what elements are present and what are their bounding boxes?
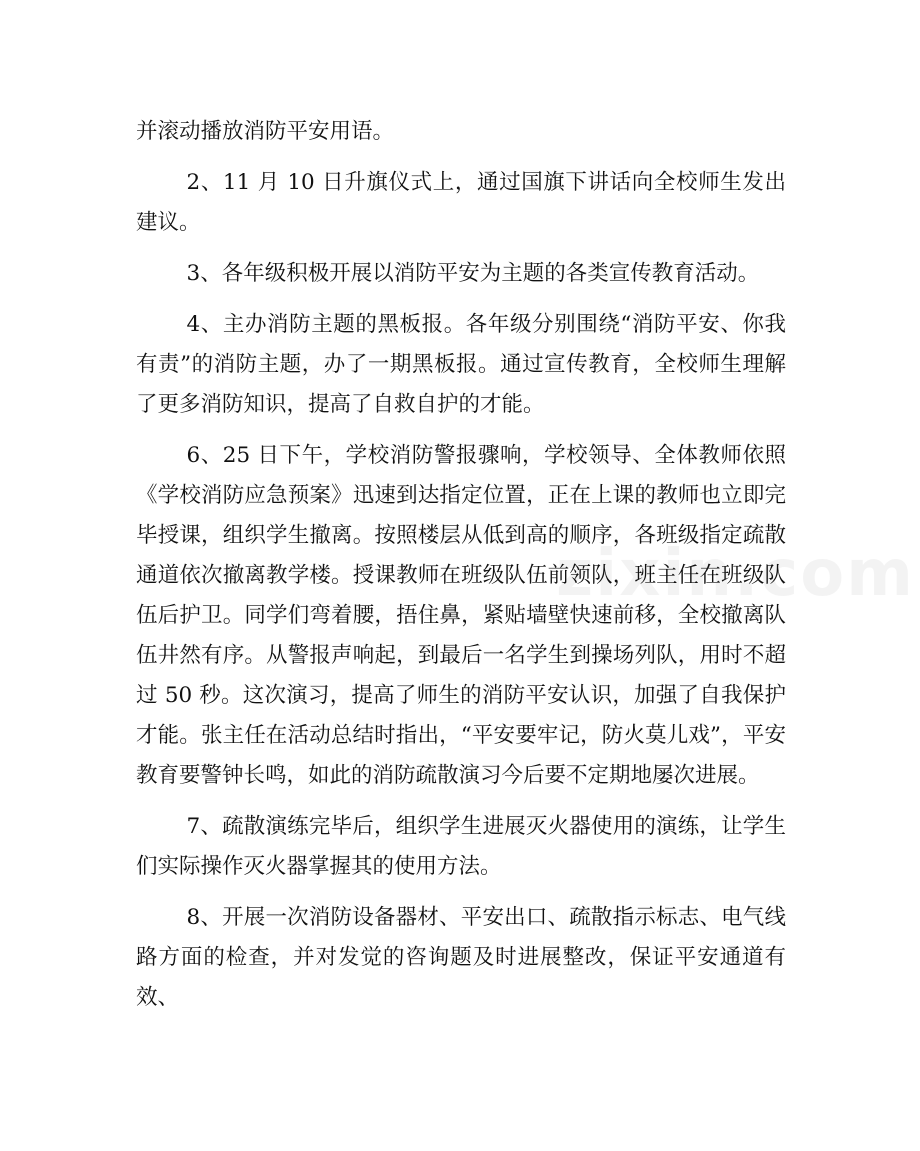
paragraph-item-8: 8、开展一次消防设备器材、平安出口、疏散指示标志、电气线路方面的检查，并对发觉的咨询题及时进展整改，保证平安通道有效、 — [136, 905, 786, 1010]
paragraph-item-6: 6、25 日下午，学校消防警报骤响，学校领导、全体教师依照《学校消防应急预案》迅速到达指定位置，正在上课的教师也立即完毕授课，组织学生撤离。按照楼层从低到高的顺序，各班级指定疏散通道依次撤离教学楼。授课教师在班级队伍前领队，班主任在班级队伍后护卫。同学们弯着腰，捂住鼻，紧贴墙壁快速前移，全校撤离队伍井然有序。从警报声响起，到最后一名学生到操场列队，用时不超过 50 秒。这次演习，提高了师生的消防平安认识，加强了自我保护才能。张主任在活动总结时指出，“平安要牢记，防火莫儿戏”，平安教育要警钟长鸣，如此的消防疏散演习今后要不定期地屡次进展。 — [136, 443, 786, 788]
paragraph-item-2: 2、11 月 10 日升旗仪式上，通过国旗下讲话向全校师生发出建议。 — [136, 170, 786, 235]
paragraph-item-7: 7、疏散演练完毕后，组织学生进展灭火器使用的演练，让学生们实际操作灭火器掌握其的使用方法。 — [136, 814, 786, 879]
paragraph-continuation: 并滚动播放消防平安用语。 — [136, 119, 395, 144]
document-body — [136, 112, 786, 1029]
paragraph-item-4: 4、主办消防主题的黑板报。各年级分别围绕“消防平安、你我有责”的消防主题，办了一期黑板报。通过宣传教育，全校师生理解了更多消防知识，提高了自救自护的才能。 — [136, 312, 786, 417]
paragraph-item-3: 3、各年级积极开展以消防平安为主题的各类宣传教育活动。 — [186, 261, 760, 286]
